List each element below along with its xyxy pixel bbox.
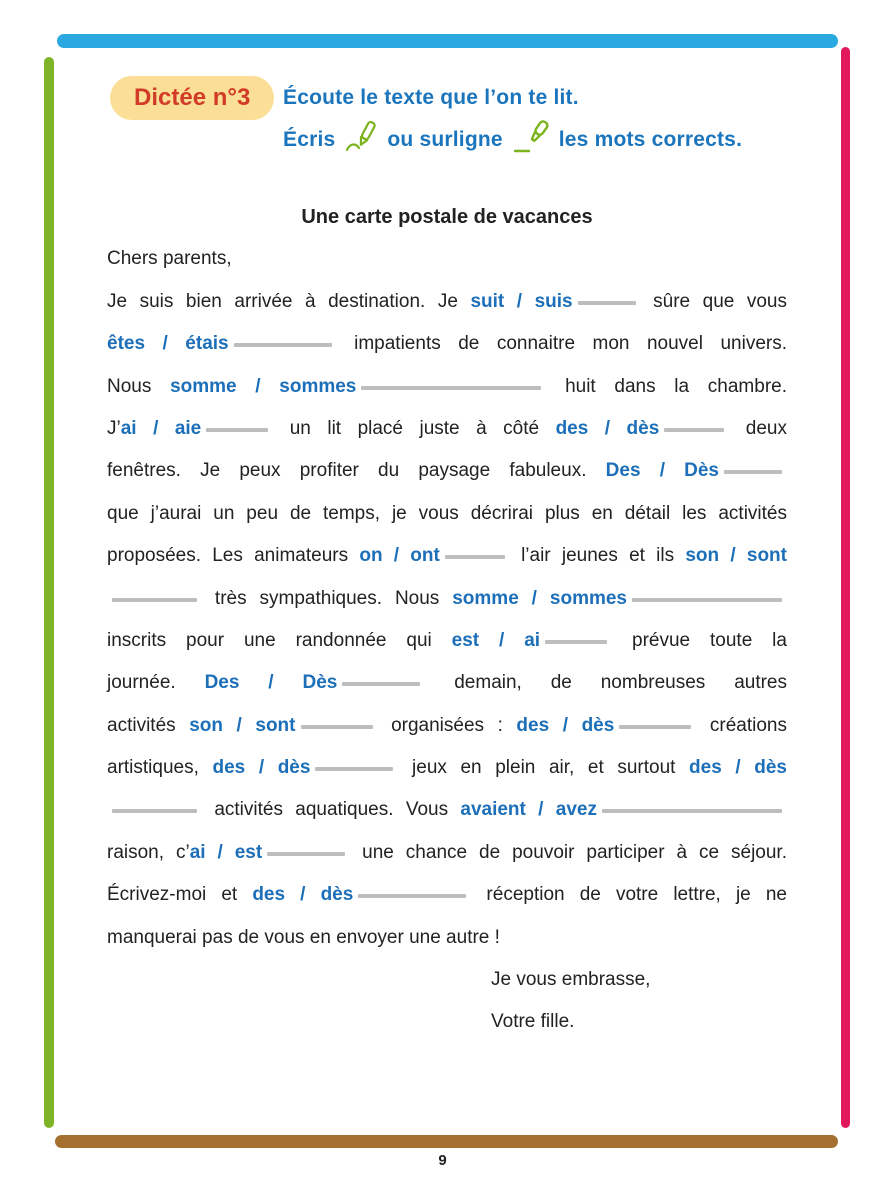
word-choice: avaient / avez (460, 799, 597, 821)
text-run: sûre que vous (640, 290, 787, 312)
text-run: un lit placé juste à côté (273, 417, 556, 439)
answer-blank (724, 470, 782, 474)
word-choice: suit / suis (470, 290, 573, 312)
word-choice: êtes / étais (107, 333, 229, 355)
document-title (107, 196, 787, 238)
answer-blank (112, 809, 197, 813)
answer-blank (664, 428, 724, 432)
text-run: l’air jeunes et ils (509, 545, 686, 567)
text-run: fenêtres. Je peux profiter du paysage fabuleux. (107, 460, 606, 482)
page-number: 9 (438, 1152, 447, 1169)
answer-blank (234, 343, 332, 347)
answer-blank (342, 682, 420, 686)
text-line (107, 281, 787, 323)
text-run: Je suis bien arrivée à destination. Je (107, 290, 471, 312)
highlighter-icon (512, 119, 550, 161)
text-run: organisées : (377, 714, 517, 736)
text-line (107, 917, 787, 959)
top-accent-bar (57, 34, 838, 48)
word-choice: son / sont (189, 714, 296, 736)
answer-blank (112, 598, 197, 602)
text-line (107, 620, 787, 662)
answer-blank (267, 852, 345, 856)
word-choice: son / sont (685, 545, 787, 567)
text-run: que j’aurai un peu de temps, je vous décrirai plus en détail les activités (107, 502, 787, 524)
word-choice: ai / aie (120, 417, 202, 439)
word-choice: des / dès (555, 417, 660, 439)
text-run: inscrits pour une randonnée qui (107, 629, 452, 651)
text-run: deux (729, 417, 787, 439)
word-choice: ai / est (189, 841, 263, 863)
text-run: huit dans la chambre. (546, 375, 787, 397)
text-line (107, 747, 787, 789)
answer-blank (602, 809, 782, 813)
right-accent-bar (841, 47, 850, 1128)
text-run: raison, c’ (107, 841, 190, 863)
text-run: manquerai pas de vous en envoyer une autre ! (107, 926, 500, 948)
answer-blank (619, 725, 691, 729)
dictation-badge-label: Dictée n°3 (134, 84, 251, 111)
text-line (107, 874, 787, 916)
bottom-accent-bar (55, 1135, 838, 1148)
word-choice: Des / Dès (605, 460, 719, 482)
text-run: Votre fille. (491, 1011, 575, 1033)
text-line (107, 662, 787, 704)
answer-blank (301, 725, 373, 729)
text-line (107, 238, 787, 280)
text-run: demain, de nombreuses autres (425, 672, 787, 694)
word-choice: des / dès (212, 757, 311, 779)
text-line (107, 535, 787, 577)
instruction-line-2-part1: Écris (283, 128, 336, 151)
signature-line (107, 959, 787, 1001)
text-run: artistiques, (107, 757, 213, 779)
text-run: très sympathiques. Nous (202, 587, 453, 609)
text-run: une chance de pouvoir participer à ce séjour. (350, 841, 787, 863)
word-choice: est / ai (451, 629, 541, 651)
text-run: Nous (107, 375, 171, 397)
answer-blank (545, 640, 607, 644)
text-line (107, 789, 787, 831)
word-choice: somme / sommes (170, 375, 357, 397)
word-choice: Des / Dès (204, 672, 338, 694)
word-choice: des / dès (516, 714, 615, 736)
text-run: Chers parents, (107, 248, 232, 270)
text-line (107, 832, 787, 874)
answer-blank (578, 301, 636, 305)
text-line (107, 450, 787, 492)
text-line (107, 323, 787, 365)
word-choice: somme / sommes (452, 587, 627, 609)
instruction-line-2-part3: les mots corrects. (558, 128, 743, 151)
text-run: réception de votre lettre, je ne (471, 884, 787, 906)
text-run: Une carte postale de vacances (301, 206, 593, 228)
text-run: prévue toute la (612, 629, 787, 651)
text-run: Écrivez-moi et (107, 884, 253, 906)
pencil-icon (344, 119, 378, 161)
answer-blank (632, 598, 782, 602)
instructions (283, 78, 742, 162)
text-line (107, 366, 787, 408)
word-choice: on / ont (359, 545, 440, 567)
text-line (107, 493, 787, 535)
word-choice: des / dès (689, 757, 787, 779)
text-run: activités aquatiques. Vous (202, 799, 461, 821)
text-run: journée. (107, 672, 205, 694)
text-line (107, 705, 787, 747)
answer-blank (358, 894, 466, 898)
instruction-line-2 (283, 118, 742, 162)
text-run: proposées. Les animateurs (107, 545, 360, 567)
dictation-badge (110, 76, 274, 120)
text-run: J’ (107, 417, 121, 439)
text-line (107, 578, 787, 620)
text-run: impatients de connaitre mon nouvel univers. (336, 333, 788, 355)
text-line (107, 408, 787, 450)
signature-line (107, 1001, 787, 1043)
document-body (107, 196, 787, 1044)
text-run: Je vous embrasse, (491, 969, 651, 991)
answer-blank (315, 767, 393, 771)
answer-blank (361, 386, 541, 390)
left-accent-bar (44, 57, 54, 1128)
instruction-line-1: Écoute le texte que l’on te lit. (283, 86, 579, 109)
text-run: activités (107, 714, 190, 736)
instruction-line-2-part2: ou surligne (387, 128, 503, 151)
answer-blank (445, 555, 505, 559)
word-choice: des / dès (252, 884, 354, 906)
text-run: créations (696, 714, 787, 736)
text-run: jeux en plein air, et surtout (398, 757, 690, 779)
answer-blank (206, 428, 268, 432)
